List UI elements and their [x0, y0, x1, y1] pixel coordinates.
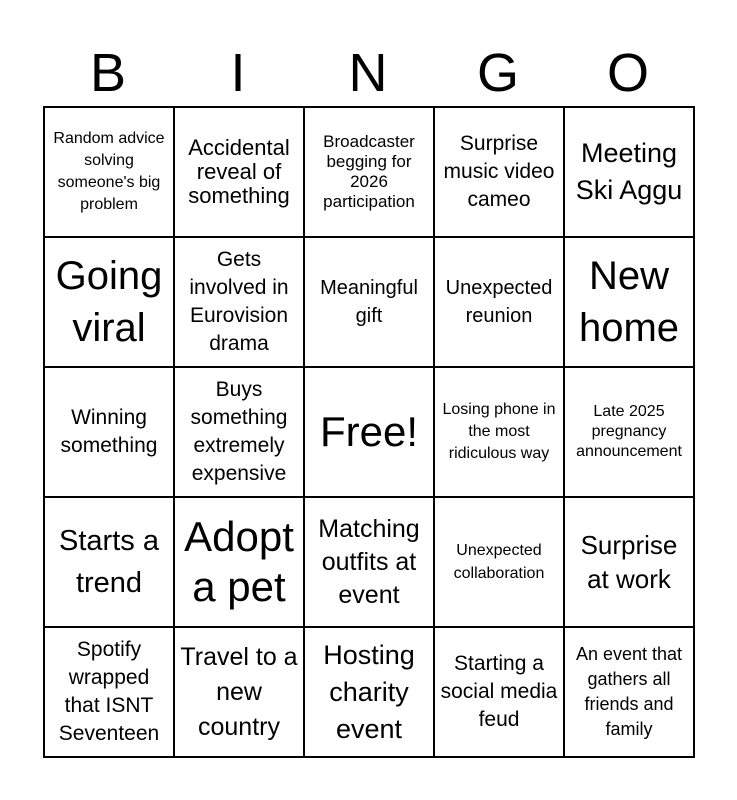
bingo-cell-free-space[interactable]: [304, 367, 434, 497]
bingo-cell-text: Surprise at work: [580, 530, 678, 594]
bingo-cell-text: Matching outfits at event: [318, 514, 420, 609]
bingo-cell-text: Broadcaster begging for 2026 participation: [323, 132, 415, 211]
bingo-cell-r2-c4[interactable]: [434, 237, 564, 367]
bingo-cell-r1-c2[interactable]: [174, 107, 304, 237]
bingo-cell-text: Meeting Ski Aggu: [575, 138, 683, 205]
bingo-cell-r4-c1[interactable]: [44, 497, 174, 627]
bingo-cell-r5-c2[interactable]: [174, 627, 304, 757]
bingo-cell-text: Going viral: [55, 254, 163, 350]
bingo-cell-text: Winning something: [60, 406, 158, 457]
header-letter-o: O: [606, 43, 649, 103]
bingo-cell-text: Starts a trend: [59, 525, 159, 599]
header-letter-n: N: [348, 43, 388, 103]
bingo-cell-r3-c1[interactable]: [44, 367, 174, 497]
bingo-cell-r4-c2[interactable]: [174, 497, 304, 627]
bingo-cell-text: Gets involved in Eurovision drama: [189, 248, 289, 355]
bingo-cell-r2-c1[interactable]: [44, 237, 174, 367]
bingo-cell-text: Unexpected collaboration: [453, 542, 545, 582]
bingo-cell-text: Spotify wrapped that ISNT Seventeen: [58, 638, 160, 745]
bingo-cell-text: Accidental reveal of something: [188, 135, 290, 208]
header-letter-i: I: [230, 43, 246, 103]
bingo-cell-text: Surprise music video cameo: [443, 132, 555, 211]
bingo-header: [43, 40, 693, 106]
bingo-cell-r3-c4[interactable]: [434, 367, 564, 497]
bingo-cell-text: Random advice solving someone's big problem: [53, 130, 165, 213]
bingo-cell-r1-c4[interactable]: [434, 107, 564, 237]
bingo-cell-text: New home: [578, 254, 680, 350]
bingo-cell-r2-c2[interactable]: [174, 237, 304, 367]
bingo-cell-r1-c3[interactable]: [304, 107, 434, 237]
bingo-cell-r4-c3[interactable]: [304, 497, 434, 627]
bingo-cell-r1-c5[interactable]: [564, 107, 694, 237]
bingo-cell-r2-c5[interactable]: [564, 237, 694, 367]
bingo-cell-r5-c4[interactable]: [434, 627, 564, 757]
bingo-cell-r3-c5[interactable]: [564, 367, 694, 497]
bingo-cell-text: Buys something extremely expensive: [190, 378, 288, 485]
bingo-board: [43, 106, 695, 758]
bingo-cell-text: Travel to a new country: [180, 642, 298, 741]
bingo-cell-text: Starting a social media feud: [440, 652, 558, 731]
bingo-cell-r4-c4[interactable]: [434, 497, 564, 627]
bingo-cell-text: Meaningful gift: [320, 277, 418, 327]
bingo-cell-r1-c1[interactable]: [44, 107, 174, 237]
bingo-cell-text: An event that gathers all friends and family: [575, 644, 683, 739]
bingo-cell-text: Losing phone in the most ridiculous way: [442, 401, 556, 462]
header-letter-g: G: [476, 43, 519, 103]
bingo-cell-r3-c2[interactable]: [174, 367, 304, 497]
bingo-cell-r5-c5[interactable]: [564, 627, 694, 757]
bingo-cell-r5-c1[interactable]: [44, 627, 174, 757]
free-space-text: Free!: [319, 408, 419, 455]
bingo-cell-text: Unexpected reunion: [445, 277, 553, 327]
bingo-cell-r2-c3[interactable]: [304, 237, 434, 367]
bingo-cell-text: Adopt a pet: [184, 513, 294, 610]
bingo-cell-r4-c5[interactable]: [564, 497, 694, 627]
bingo-cell-text: Late 2025 pregnancy announcement: [576, 403, 682, 460]
bingo-cell-text: Hosting charity event: [323, 639, 415, 744]
bingo-cell-r5-c3[interactable]: [304, 627, 434, 757]
header-letter-b: B: [89, 43, 127, 103]
